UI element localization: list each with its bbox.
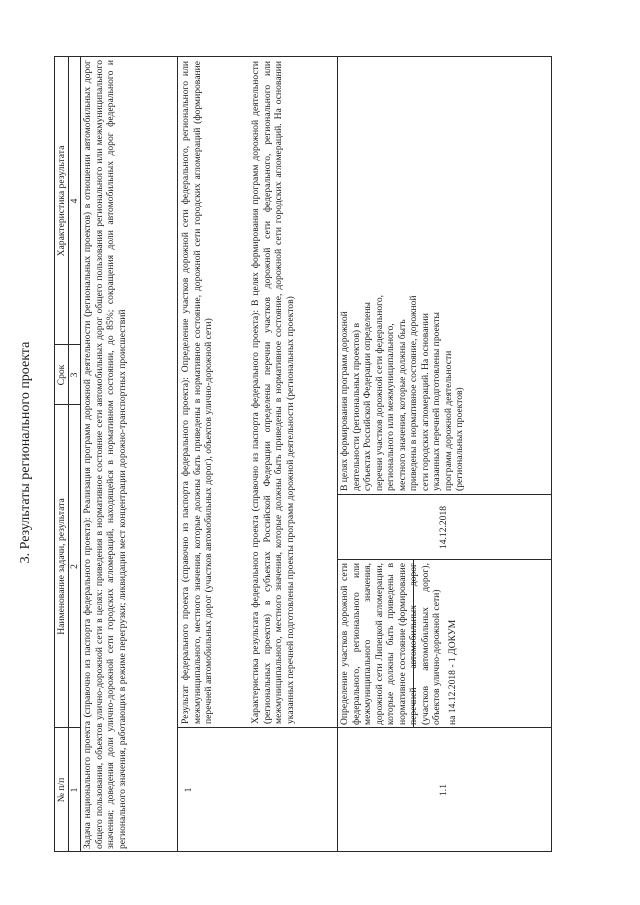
page-title: 3. Результаты регионального проекта [18,341,33,564]
table-border-bottom [551,56,552,852]
table-border-right [54,56,552,57]
col-number-3: 3 [69,372,80,378]
national-project-task: Задача национального проекта (справочно из паспорта федерального проекта): Реализация программ дорожной деятельности (региональных проектов) в отношении автомобильных дорог общего пользования, объектов улично-дорожной сети в целях: приведения в нормативное состояние сети автомобильных дорог общего пользования регионального или межмуниципального значения; доведения доли улично-дорожной сети городских агломераций, находящейся в нормативном состоянии, до 85%; сокращения доли автомобильных дорог федерального и регионального значения, работающих в режиме перегрузки; ликвидации мест концентрации дорожно-транспортных происшествий [82,60,128,849]
header-col-deadline: Срок [56,364,67,386]
header-col-name: Наименование задачи, результата [56,498,67,635]
header-col-number: № п/п [56,777,67,803]
result-1-1-name: Определение участков дорожной сети федерального, регионального или межмуниципального значения, дорожной сети Липецкой агломерации, которые должны быть приведены в нормативное состояние (формирование перечней автомобильных дорог (участков автомобильных дорог), объектов улично-дорожной сети) [339,563,442,725]
table-border-top [54,56,55,852]
result-1-1-characteristic: В целях формирования программ дорожной деятельности (региональных проектов) в субъектах Российской Федерации определены перечни участков дорожной сети федерального, регионального или межмуниципального, местного значения, которые должны быть приведены в нормативное состояние, дорожной сети городских агломераций. На основании указанных перечней подготовлены проекты программ дорожной деятельности (региональных проектов) [339,294,465,491]
row-divider [177,56,178,852]
header-col-characteristic: Характеристика результата [56,145,67,257]
result-1-number: 1 [183,787,194,793]
col-divider [177,727,552,728]
result-1-1-deadline: 14.12.2018 [438,505,449,550]
col-number-1: 1 [69,787,80,793]
result-1-text: Результат федерального проекта (справочно из паспорта федерального проекта): Определение участков дорожной сети федерального, регионального или межмуниципального, местного значения, которые должны быть приведены в нормативное состояние, дорожной сети городских агломераций (формирование перечней автомобильных дорог (участков автомобильных дорог), объектов улично-дорожной сети) [180,61,214,724]
table-border-left [54,851,552,852]
result-1-1-number: 1.1 [438,784,449,796]
result-1-characteristic: Характеристика результата федерального проекта (справочно из паспорта федерального проекта): В целях формирования программ дорожной деятельности (региональных проектов) в субъектах Российской Федерации определены перечни участков дорожной сети федерального, регионального или межмуниципального, местного значения, которые должны быть приведены в нормативное состояние, дорожной сети городских агломераций. На основании указанных перечней подготовлены проекты программ дорожной деятельности (региональных проектов) [250,61,296,724]
col-number-2: 2 [69,564,80,569]
result-1-1-sub-item: на 14.12.2018 - 1 ДОКУМ [447,619,458,725]
col-number-4: 4 [69,198,80,204]
row-divider [337,56,338,852]
